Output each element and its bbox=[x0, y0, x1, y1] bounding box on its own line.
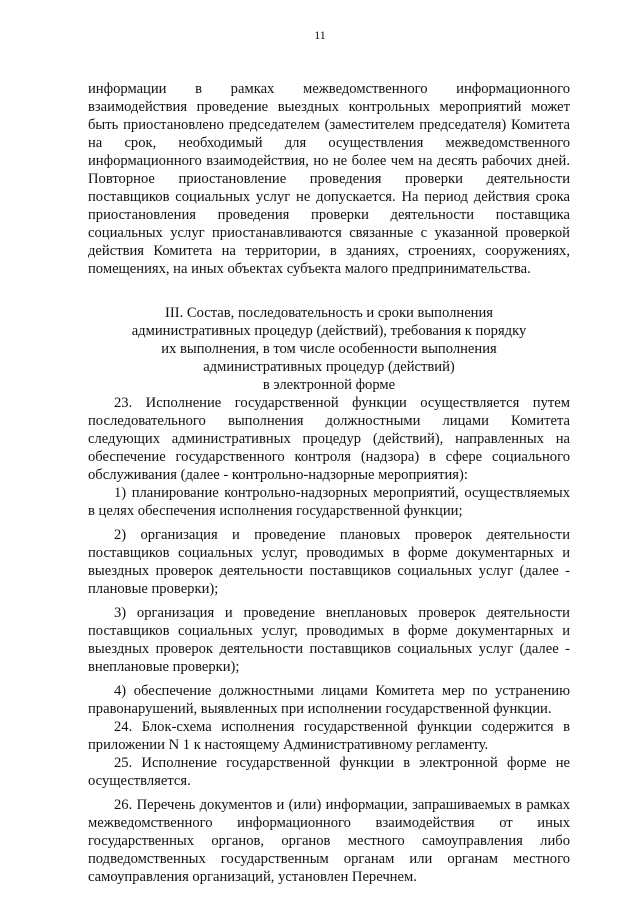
paragraph-23: 23. Исполнение государственной функции осуществляется путем последовательного выполнения должностными лицами Комитета следующих административных процедур (действий), направленных на обеспечение государственного контроля (надзора) в сфере социального обслуживания (далее - контрольно-надзорные мероприятия): bbox=[88, 395, 570, 483]
paragraph-24: 24. Блок-схема исполнения государственной функции содержится в приложении N 1 к настоящему Административному регламенту. bbox=[88, 719, 570, 753]
section-heading-line: III. Состав, последовательность и сроки выполнения bbox=[164, 305, 494, 321]
section-heading bbox=[88, 304, 570, 394]
list-item-1: 1) планирование контрольно-надзорных мероприятий, осуществляемых в целях обеспечения исполнения государственной функции; bbox=[88, 485, 570, 519]
section-heading-line: административных процедур (действий) bbox=[203, 359, 455, 375]
paragraph-continuation: информации в рамках межведомственного информационного взаимодействия проведение выездных контрольных мероприятий может быть приостановлено председателем (заместителем председателя) Комитета на срок, необходимый для осуществления межведомственного информационного взаимодействия, но не более чем на десять рабочих дней. Повторное приостановление проведения проверки деятельности поставщиков социальных услуг не допускается. На период действия срока приостановления проведения проверки деятельности поставщика социальных услуг приостанавливаются связанные с указанной проверкой действия Комитета на территории, в зданиях, строениях, сооружениях, помещениях, на иных объектах субъекта малого предпринимательства. bbox=[88, 81, 570, 277]
list-item-2: 2) организация и проведение плановых проверок деятельности поставщиков социальных услуг, проводимых в форме документарных и выездных проверок деятельности поставщиков социальных услуг (далее - плановые проверки); bbox=[88, 527, 570, 597]
page-number: 11 bbox=[314, 28, 326, 42]
document-body bbox=[88, 80, 570, 886]
section-heading-line: в электронной форме bbox=[262, 377, 396, 393]
list-item-4: 4) обеспечение должностными лицами Комитета мер по устранению правонарушений, выявленных при исполнении государственной функции. bbox=[88, 683, 570, 717]
list-item-3: 3) организация и проведение внеплановых проверок деятельности поставщиков социальных услуг, проводимых в форме документарных и выездных проверок деятельности поставщиков социальных услуг (далее - внеплановые проверки); bbox=[88, 605, 570, 675]
section-heading-line: административных процедур (действий), требования к порядку bbox=[131, 323, 527, 339]
section-heading-line: их выполнения, в том числе особенности выполнения bbox=[161, 341, 497, 357]
paragraph-26: 26. Перечень документов и (или) информации, запрашиваемых в рамках межведомственного информационного взаимодействия от иных государственных органов, органов местного самоуправления либо подведомственных государственным органам или органам местного самоуправления организаций, установлен Перечнем. bbox=[88, 797, 570, 885]
paragraph-25: 25. Исполнение государственной функции в электронной форме не осуществляется. bbox=[88, 755, 570, 789]
